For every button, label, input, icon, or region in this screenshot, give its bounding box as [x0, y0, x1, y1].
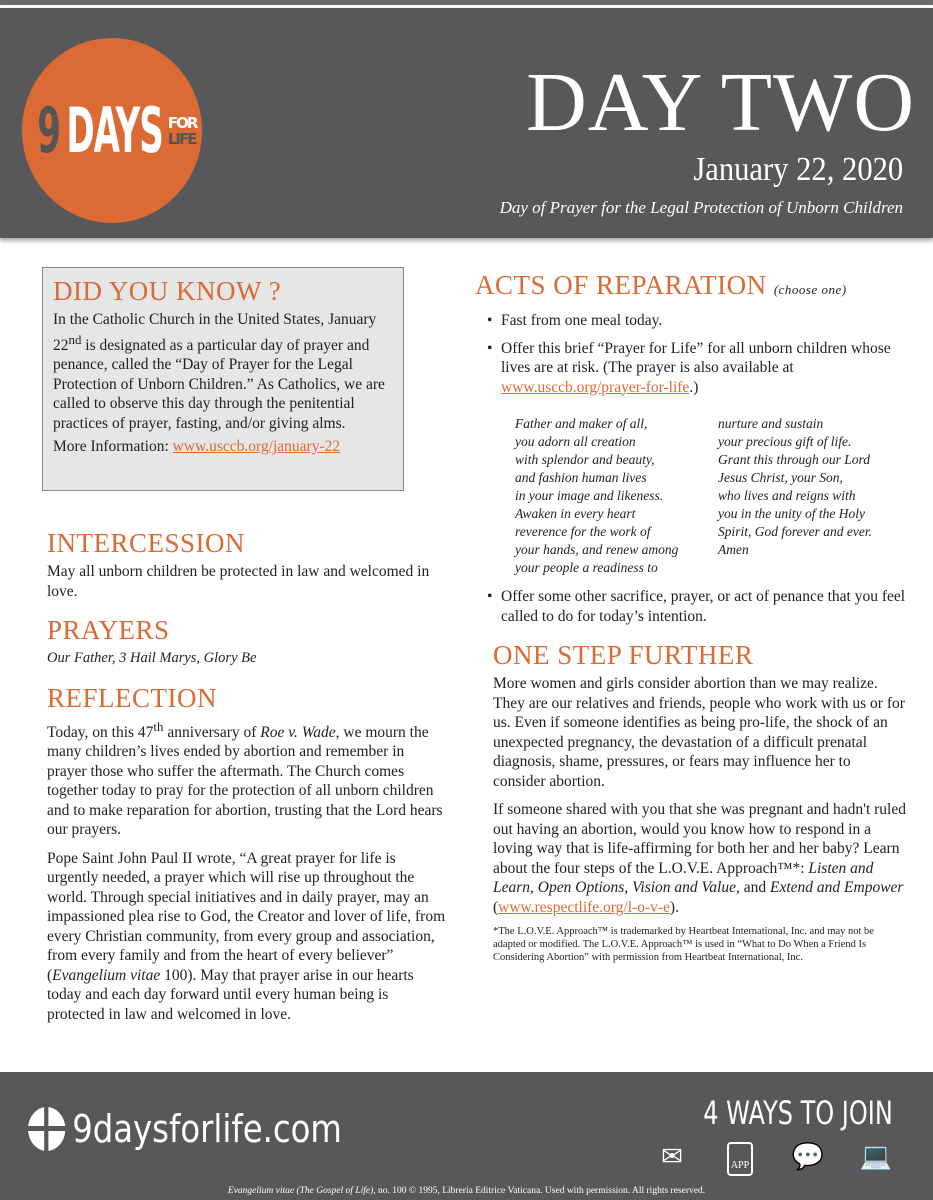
ways-to-join-heading: 4 WAYS TO JOIN	[703, 1094, 893, 1132]
more-info: More Information: www.usccb.org/january-22	[53, 438, 341, 456]
intercession-heading: INTERCESSION	[47, 528, 246, 558]
one-step-further-heading: ONE STEP FURTHER	[493, 640, 754, 670]
list-item: • Offer this brief “Prayer for Life” for all unborn children whose lives are at risk. (The prayer is also available at www.usccb.org/prayer-for-life.)	[475, 339, 907, 398]
email-icon[interactable]: ✉	[661, 1142, 683, 1171]
laptop-icon[interactable]: 💻	[859, 1142, 893, 1171]
9-days-for-life-logo	[22, 38, 202, 223]
logo-for: FOR	[167, 113, 197, 132]
intercession-text: May all unborn children be protected in law and welcomed in love.	[47, 563, 430, 600]
logo-nine: 9	[36, 94, 60, 167]
app-icon[interactable]: APP	[727, 1142, 753, 1176]
further-paragraph-2: If someone shared with you that she was pregnant and hadn't ruled out having an abortion, would you know how to respond in a loving way that is life-affirming for both her and her baby? Learn about the four steps of the L.O.V.E. Approach™*: Listen and Learn, Open Options, Vision and Value, and Extend and Empower (www.respectlife.org/l-o-v-e).	[493, 801, 906, 916]
did-you-know-heading: DID YOU KNOW ?	[53, 276, 282, 306]
site-link[interactable]: 9daysforlife.com	[28, 1107, 342, 1151]
join-icons	[653, 1142, 895, 1176]
page-subtitle: Day of Prayer for the Legal Protection of Unborn Children	[499, 198, 903, 217]
reflection-paragraph-2: Pope Saint John Paul II wrote, “A great prayer for life is urgently needed, a prayer which will rise up throughout the world. Through special initiatives and in daily prayer, may an impassioned plea rise to God, the Creator and lover of life, from every Christian community, from every group and association, from every family and from the heart of every believer” (Evangelium vitae 100). May that prayer arise in our hearts today and each day forward until every human being is protected in law and welcomed in love.	[47, 849, 446, 1023]
usccb-january-22-link[interactable]: www.usccb.org/january-22	[172, 438, 341, 456]
chat-icon[interactable]: 💬	[791, 1142, 825, 1171]
prayer-for-life	[475, 405, 907, 587]
prayers-heading: PRAYERS	[47, 615, 170, 645]
right-column	[475, 270, 907, 964]
reflection-paragraph-1: Today, on this 47th anniversary of Roe v. Wade, we mourn the many children’s lives ended by abortion and remember in prayer those who suffer the aftermath. The Church comes together today to pray for the protection of all unborn children and to make reparation for abortion, trusting that the Lord hears our prayers.	[47, 718, 443, 839]
reparation-heading: ACTS OF REPARATION (choose one)	[475, 270, 847, 300]
footer-band	[0, 1072, 933, 1200]
did-you-know-text: In the Catholic Church in the United States, January 22nd is designated as a particular day of prayer and penance, called the “Day of Prayer for the Legal Protection of Unborn Children.” As Catholics, we are called to observe this day through the penitential practices of prayer, fasting, and/or giving alms.	[53, 311, 385, 432]
top-rule	[0, 0, 933, 5]
footnote: *The L.O.V.E. Approach™ is trademarked by Heartbeat International, Inc. and may not be adapted or modified. The L.O.V.E. Approach™ is used in “What to Do When a Friend Is Considering Abortion” with permission from Heartbeat International, Inc.	[493, 926, 874, 963]
page-date: January 22, 2020	[693, 151, 903, 188]
list-item: • Offer some other sacrifice, prayer, or act of penance that you feel called to do for today’s intention.	[475, 587, 907, 626]
prayer-column-2: nurture and sustain your precious gift of life. Grant this through our Lord Jesus Christ, your Son, who lives and reigns with you in the unity of the Holy Spirit, God forever and ever. Amen	[718, 416, 872, 557]
cross-logo-icon	[28, 1107, 65, 1151]
logo-days: DAYS	[66, 94, 163, 167]
left-column	[47, 520, 447, 1024]
reparation-list	[475, 311, 907, 397]
did-you-know-box	[42, 267, 404, 491]
prayer-for-life-link[interactable]: www.usccb.org/prayer-for-life	[501, 378, 690, 396]
prayer-column-1: Father and maker of all, you adorn all creation with splendor and beauty, and fashion human lives in your image and likeness. Awaken in every heart reverence for the work of your hands, and renew among your people a readiness to	[515, 416, 679, 575]
respectlife-love-link[interactable]: www.respectlife.org/l-o-v-e	[498, 898, 670, 916]
reflection-heading: REFLECTION	[47, 682, 217, 713]
page-title: DAY TWO	[526, 56, 915, 149]
copyright-line: Evangelium vitae (The Gospel of Life), no. 100 © 1995, Libreria Editrice Vaticana. Used with permission. All rights reserved.	[227, 1186, 706, 1196]
further-paragraph-1: More women and girls consider abortion than we may realize. They are our relatives and friends, people who work with us or for us. Even if someone identifies as being pro-life, the shock of an unexpected pregnancy, the devastation of a difficult prenatal diagnosis, shame, pressures, or fears may influence her to consider abortion.	[493, 675, 905, 790]
header-banner	[0, 8, 933, 238]
prayers-text: Our Father, 3 Hail Marys, Glory Be	[47, 650, 257, 666]
logo-life: LIFE	[167, 129, 196, 148]
list-item: • Fast from one meal today.	[475, 311, 907, 331]
